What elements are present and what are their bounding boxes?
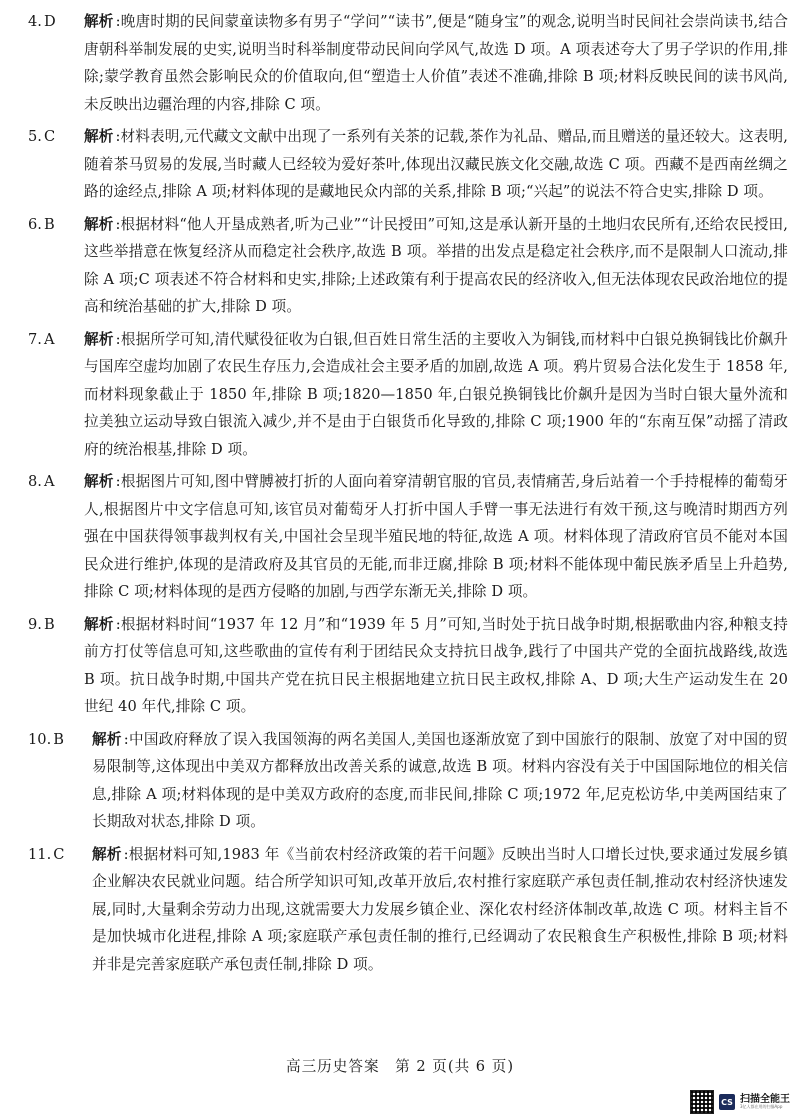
explanation-text: :根据材料可知,1983 年《当前农村经济政策的若干问题》反映出当时人口增长过快,要求通过发展乡镇企业解决农民就业问题。结合所学知识可知,改革开放后,农村推行家庭联产承包责任制,推动农村经济快速发展,同时,大量剩余劳动力出现,这就需要大力发展乡镇企业、深化农村经济体制改革,故选 C 项。材料主旨不是加快城市化进程,排除 A 项;家庭联产承包责任制的推行,已经调动了农民粮食生产积极性,排除 B 项;材料并非是完善家庭联产承包责任制,排除 D 项。 (92, 845, 788, 973)
question-number: 8. (28, 473, 42, 490)
answer-key (28, 841, 64, 869)
answer-letter: C (53, 845, 65, 863)
camscanner-logo-icon: CS (719, 1094, 735, 1110)
answer-key (28, 326, 54, 354)
explanation-text: :中国政府释放了误入我国领海的两名美国人,美国也逐渐放宽了到中国旅行的限制、放宽了对中国的贸易限制等,这体现出中美双方都释放出改善关系的诚意,故选 B 项。材料内容没有关于中国国际地位的相关信息,排除 A 项;材料体现的是中美双方政府的态度,而非民间,排除 C 项;1972 年,尼克松访华,中美两国结束了长期敌对状态,排除 D 项。 (92, 730, 788, 830)
answer-key (28, 726, 64, 754)
question-number: 11. (28, 845, 52, 863)
answer-item (28, 211, 788, 321)
explanation-label: 解析 (92, 730, 122, 748)
page-footer: 高三历史答案 第 2 页(共 6 页) (285, 1058, 515, 1075)
explanation-label: 解析 (84, 215, 114, 233)
question-number: 6. (28, 215, 42, 233)
question-number: 7. (28, 330, 42, 348)
answer-key (28, 8, 56, 36)
answer-letter: B (53, 730, 64, 748)
explanation-label: 解析 (84, 473, 114, 490)
answer-list (28, 8, 788, 983)
question-number: 10. (28, 730, 52, 748)
question-number: 9. (28, 615, 42, 633)
answer-letter: A (43, 330, 55, 348)
answer-item (28, 468, 788, 606)
explanation-label: 解析 (92, 845, 122, 863)
answer-item (28, 611, 788, 721)
answer-item (28, 123, 788, 206)
watermark-text (740, 1094, 790, 1109)
answer-key (28, 211, 55, 239)
explanation (84, 611, 788, 721)
answer-key (28, 468, 54, 496)
explanation-text: :根据材料时间“1937 年 12 月”和“1939 年 5 月”可知,当时处于抗日战争时期,根据歌曲内容,种粮支持前方打仗等信息可知,这些歌曲的宣传有利于团结民众支持抗日战争,践行了中国共产党的全面抗战路线,故选 B 项。抗日战争时期,中国共产党在抗日民主根据地建立抗日民主政权,排除 A、D 项;大生产运动发生在 20 世纪 40 年代,排除 C 项。 (84, 615, 789, 715)
answer-letter: B (43, 215, 55, 233)
answer-item (28, 726, 788, 836)
explanation (84, 326, 788, 464)
explanation-text: :根据材料“他人开垦成熟者,听为己业”“计民授田”可知,这是承认新开垦的土地归农民所有,还给农民授田,这些举措意在恢复经济从而稳定社会秩序,故选 B 项。举措的出发点是稳定社会秩序,而不是限制人口流动,排除 A 项;C 项表述不符合材料和史实,排除;上述政策有利于提高农民的经济收入,但无法体现农民政治地位的提高和统治基础的扩大,排除 D 项。 (84, 215, 788, 315)
explanation (84, 468, 788, 606)
answer-letter: B (43, 615, 55, 633)
answer-key (28, 123, 55, 151)
answer-letter: D (43, 13, 56, 30)
explanation-label: 解析 (84, 128, 114, 145)
explanation (84, 123, 788, 206)
explanation-text: :晚唐时期的民间蒙童读物多有男子“学问”“读书”,便是“随身宝”的观念,说明当时民间社会崇尚读书,结合唐朝科举制发展的史实,说明当时科举制度带动民间向学风气,故选 D 项。A 项表述夸大了男子学识的作用,排除;蒙学教育虽然会影响民众的价值取向,但“塑造士人价值”表述不准确,排除 B 项;材料反映民间的读书风尚,未反映出边疆治理的内容,排除 C 项。 (84, 13, 789, 113)
answer-letter: C (43, 128, 56, 145)
explanation-text: :根据所学可知,清代赋役征收为白银,但百姓日常生活的主要收入为铜钱,而材料中白银兑换铜钱比价飙升与国库空虚均加剧了农民生存压力,会造成社会主要矛盾的加剧,故选 A 项。鸦片贸易合法化发生于 1858 年,而材料现象截止于 1850 年,排除 B 项;1820—1850 年,白银兑换铜钱比价飙升是因为当时白银大量外流和拉美独立运动导致白银流入减少,并不是由于白银货币化导致的,排除 C 项;1900 年的“东南互保”动摇了清政府的统治根基,排除 D 项。 (84, 330, 788, 458)
explanation (92, 841, 788, 979)
explanation-text: :根据图片可知,图中臂膊被打折的人面向着穿清朝官服的官员,表情痛苦,身后站着一个手持棍棒的葡萄牙人,根据图片中文字信息可知,该官员对葡萄牙人打折中国人手臂一事无法进行有效干预,这与晚清时期西方列强在中国获得领事裁判权有关,中国社会呈现半殖民地的特征,故选 A 项。材料体现了清政府官员不能对本国民众进行维护,体现的是清政府及其官员的无能,而非迂腐,排除 B 项;材料不能体现中葡民族矛盾呈上升趋势,排除 C 项;材料体现的是西方侵略的加剧,与西学东渐无关,排除 D 项。 (84, 473, 788, 600)
explanation-text: :材料表明,元代藏文文献中出现了一系列有关茶的记载,茶作为礼品、赠品,而且赠送的量还较大。这表明,随着茶马贸易的发展,当时藏人已经较为爱好茶叶,体现出汉藏民族文化交融,故选 C 项。西藏不是西南丝绸之路的途经点,排除 A 项;材料体现的是藏地民众内部的关系,排除 B 项;“兴起”的说法不符合史实,排除 D 项。 (84, 128, 788, 200)
scanner-watermark (690, 1090, 790, 1114)
answer-item (28, 841, 788, 979)
answer-letter: A (43, 473, 55, 490)
watermark-title: 扫描全能王 (740, 1094, 790, 1106)
question-number: 4. (28, 13, 42, 30)
qr-code-icon (690, 1090, 714, 1114)
answer-key (28, 611, 55, 639)
explanation-label: 解析 (84, 330, 114, 348)
explanation-label: 解析 (84, 13, 114, 30)
watermark-subtitle: 3亿人都在用的扫描App (740, 1104, 783, 1110)
explanation (84, 211, 788, 321)
answer-item (28, 8, 788, 118)
explanation (92, 726, 788, 836)
explanation (84, 8, 788, 118)
answer-item (28, 326, 788, 464)
question-number: 5. (28, 128, 42, 145)
explanation-label: 解析 (84, 615, 114, 633)
